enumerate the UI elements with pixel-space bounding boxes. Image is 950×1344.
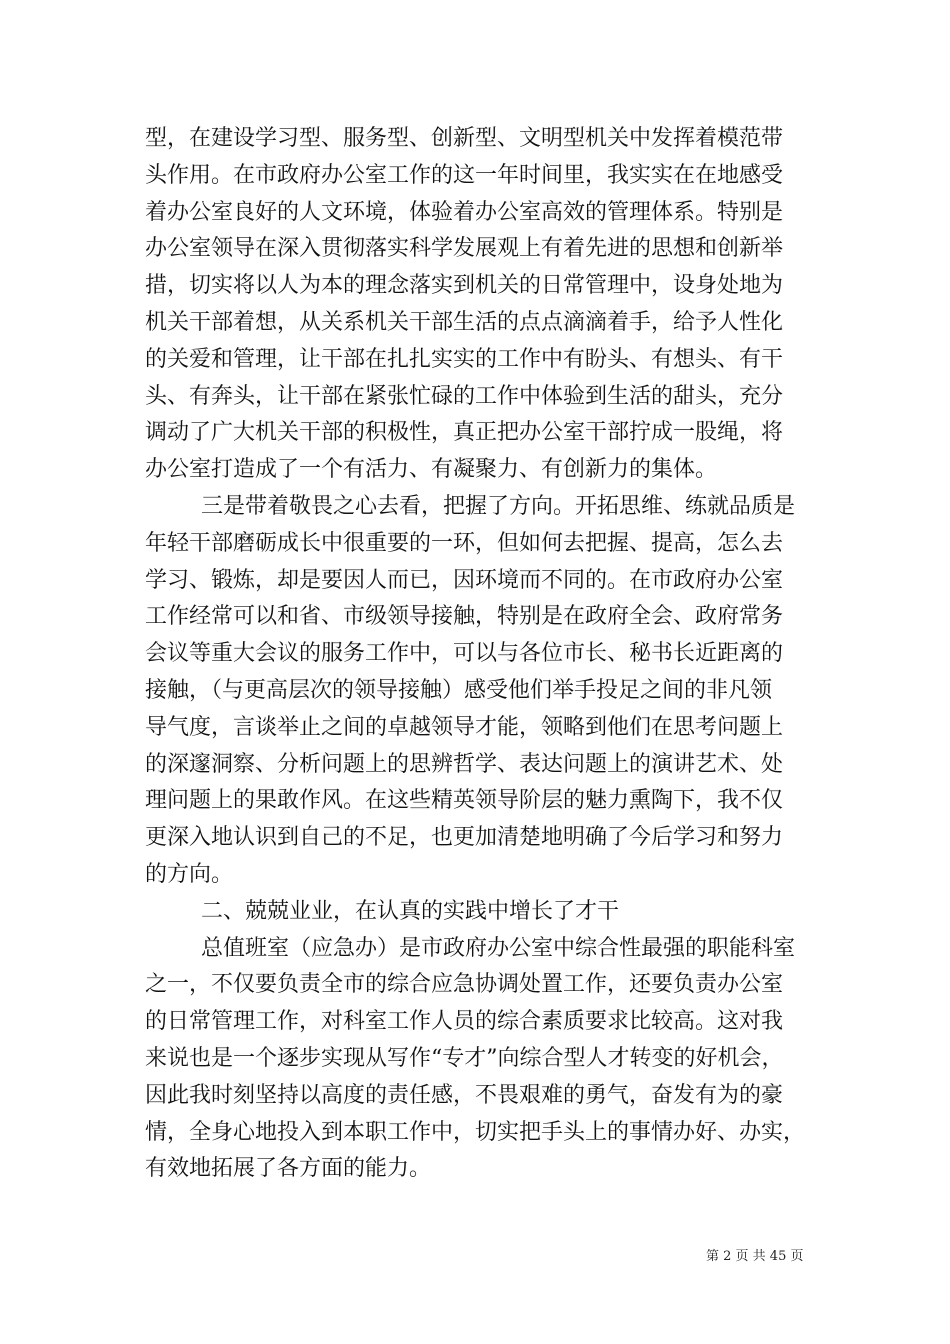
text-line: 导气度，言谈举止之间的卓越领导才能，领略到他们在思考问题上 <box>145 714 784 740</box>
text-line: 调动了广大机关干部的积极性，真正把办公室干部拧成一股绳，将 <box>145 420 784 446</box>
text-line: 的深邃洞察、分析问题上的思辨哲学、表达问题上的演讲艺术、处 <box>145 751 784 777</box>
text-line: 情，全身心地投入到本职工作中，切实把手头上的事情办好、办实， <box>145 1119 806 1145</box>
text-line: 接触，（与更高层次的领导接触）感受他们举手投足之间的非凡领 <box>145 677 773 703</box>
section-heading: 二、兢兢业业，在认真的实践中增长了才干 <box>201 898 620 924</box>
text-line: 理问题上的果敢作风。在这些精英领导阶层的魅力熏陶下，我不仅 <box>145 788 784 814</box>
text-line: 办公室打造成了一个有活力、有凝聚力、有创新力的集体。 <box>145 457 718 483</box>
text-line: 着办公室良好的人文环境，体验着办公室高效的管理体系。特别是 <box>145 199 784 225</box>
text-line: 工作经常可以和省、市级领导接触，特别是在政府全会、政府常务 <box>145 604 784 630</box>
text-line: 年轻干部磨砺成长中很重要的一环，但如何去把握、提高，怎么去 <box>145 530 784 556</box>
paragraph-start-line: 三是带着敬畏之心去看，把握了方向。开拓思维、练就品质是 <box>201 493 796 519</box>
text-line: 的方向。 <box>145 861 234 887</box>
text-line: 之一，不仅要负责全市的综合应急协调处置工作，还要负责办公室 <box>145 972 784 998</box>
document-body <box>145 121 817 1188</box>
text-line: 有效地拓展了各方面的能力。 <box>145 1156 432 1182</box>
text-line: 会议等重大会议的服务工作中，可以与各位市长、秘书长近距离的 <box>145 641 784 667</box>
text-line: 型，在建设学习型、服务型、创新型、文明型机关中发挥着模范带 <box>145 126 784 151</box>
text-line: 更深入地认识到自己的不足，也更加清楚地明确了今后学习和努力 <box>145 825 784 851</box>
paragraph-start-line: 总值班室（应急办）是市政府办公室中综合性最强的职能科室 <box>201 935 796 961</box>
text-line: 因此我时刻坚持以高度的责任感，不畏艰难的勇气，奋发有为的豪 <box>145 1082 784 1108</box>
text-line: 办公室领导在深入贯彻落实科学发展观上有着先进的思想和创新举 <box>145 236 784 262</box>
page-number: 第 2 页 共 45 页 <box>706 1249 804 1264</box>
text-line: 的关爱和管理，让干部在扎扎实实的工作中有盼头、有想头、有干 <box>145 346 784 372</box>
text-line: 措，切实将以人为本的理念落实到机关的日常管理中，设身处地为 <box>145 273 784 299</box>
text-line: 的日常管理工作，对科室工作人员的综合素质要求比较高。这对我 <box>145 1009 784 1035</box>
text-line: 机关干部着想，从关系机关干部生活的点点滴滴着手，给予人性化 <box>145 309 784 335</box>
text-line: 头作用。在市政府办公室工作的这一年时间里，我实实在在地感受 <box>145 162 784 188</box>
text-line: 头、有奔头，让干部在紧张忙碌的工作中体验到生活的甜头，充分 <box>145 383 784 409</box>
text-line: 来说也是一个逐步实现从写作“专才”向综合型人才转变的好机会， <box>145 1045 784 1071</box>
text-line: 学习、锻炼，却是要因人而已，因环境而不同的。在市政府办公室 <box>145 567 784 593</box>
